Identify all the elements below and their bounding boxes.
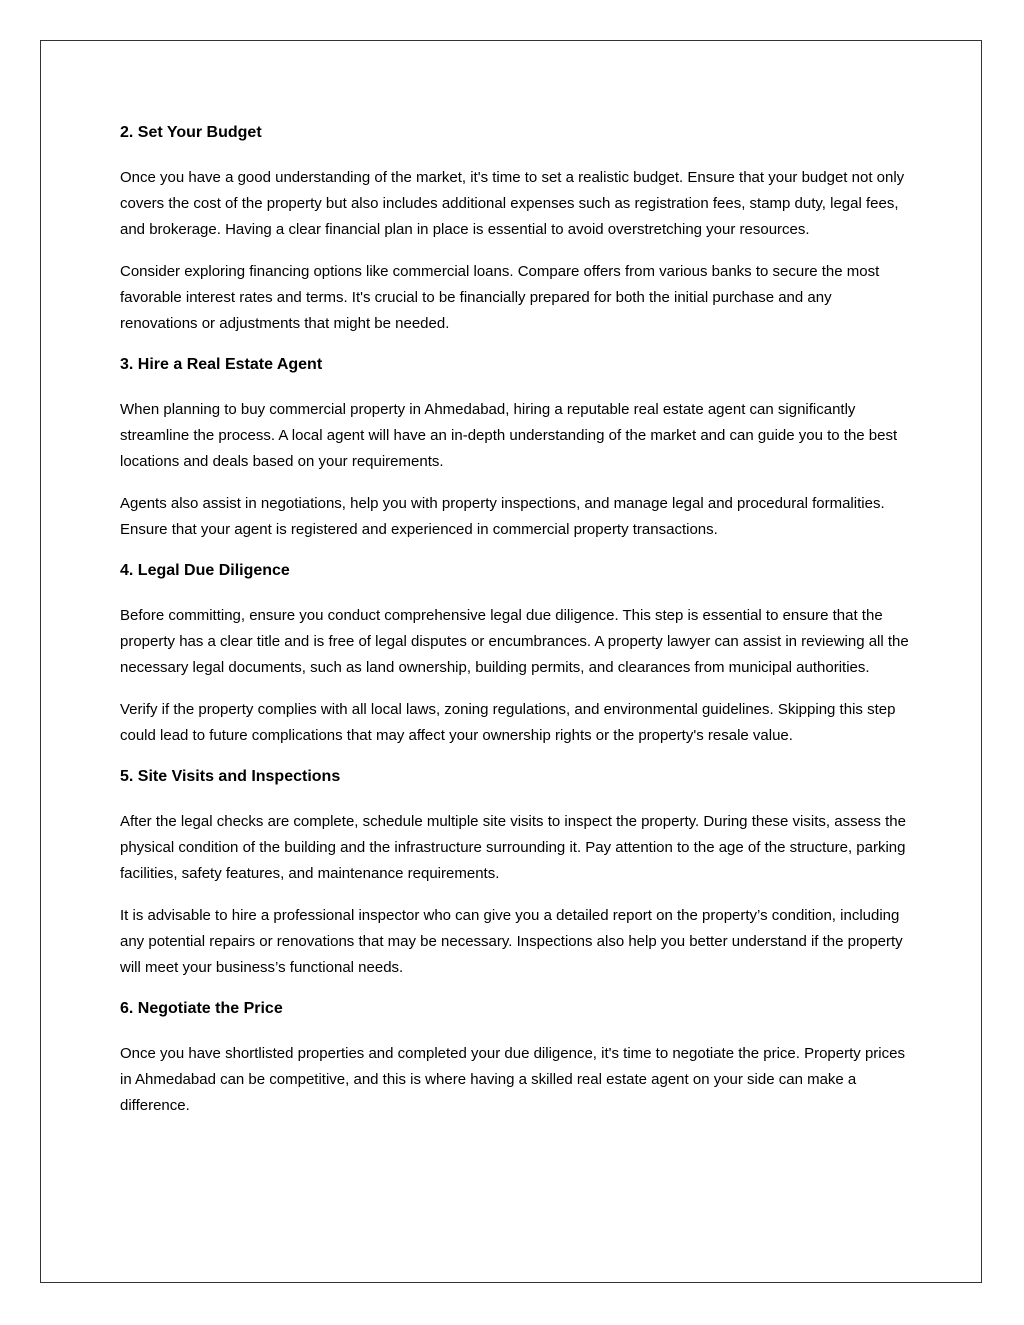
paragraph: Verify if the property complies with all local laws, zoning regulations, and environmental guidelines. Skipping this step could lead to future complications that may affect your ownership rights or the property's resale value. <box>120 701 896 744</box>
section-hire-agent <box>120 353 910 543</box>
paragraph: Consider exploring financing options like commercial loans. Compare offers from various banks to secure the most favorable interest rates and terms. It's crucial to be financially prepared for both the initial purchase and any renovations or adjustments that might be needed. <box>120 263 880 332</box>
paragraph: Agents also assist in negotiations, help you with property inspections, and manage legal and procedural formalities. Ensure that your agent is registered and experienced in commercial property transactions. <box>120 495 885 538</box>
document-content <box>120 121 910 1135</box>
paragraph: It is advisable to hire a professional inspector who can give you a detailed report on the property’s condition, including any potential repairs or renovations that may be necessary. Inspections also help you better understand if the property will meet your business’s functional needs. <box>120 907 903 976</box>
section-heading: 2. Set Your Budget <box>120 124 262 141</box>
paragraph: Once you have shortlisted properties and completed your due diligence, it's time to negotiate the price. Property prices in Ahmedabad can be competitive, and this is where having a skilled real estate agent on your side can make a difference. <box>120 1045 905 1114</box>
section-heading: 4. Legal Due Diligence <box>120 562 290 579</box>
section-heading: 5. Site Visits and Inspections <box>120 768 341 785</box>
section-site-visits <box>120 765 910 981</box>
section-heading: 6. Negotiate the Price <box>120 1000 283 1017</box>
paragraph: When planning to buy commercial property in Ahmedabad, hiring a reputable real estate agent can significantly streamline the process. A local agent will have an in-depth understanding of the market and can guide you to the best locations and deals based on your requirements. <box>120 401 898 470</box>
paragraph: After the legal checks are complete, schedule multiple site visits to inspect the property. During these visits, assess the physical condition of the building and the infrastructure surrounding it. Pay attention to the age of the structure, parking facilities, safety features, and maintenance requirements. <box>120 813 906 882</box>
section-heading: 3. Hire a Real Estate Agent <box>120 356 323 373</box>
section-negotiate-price <box>120 997 910 1119</box>
section-legal-due-diligence <box>120 559 910 749</box>
paragraph: Once you have a good understanding of the market, it's time to set a realistic budget. Ensure that your budget not only covers the cost of the property but also includes additional expenses such as registration fees, stamp duty, legal fees, and brokerage. Having a clear financial plan in place is essential to avoid overstretching your resources. <box>120 169 905 238</box>
paragraph: Before committing, ensure you conduct comprehensive legal due diligence. This step is essential to ensure that the property has a clear title and is free of legal disputes or encumbrances. A property lawyer can assist in reviewing all the necessary legal documents, such as land ownership, building permits, and clearances from municipal authorities. <box>120 607 909 676</box>
section-set-budget <box>120 121 910 337</box>
